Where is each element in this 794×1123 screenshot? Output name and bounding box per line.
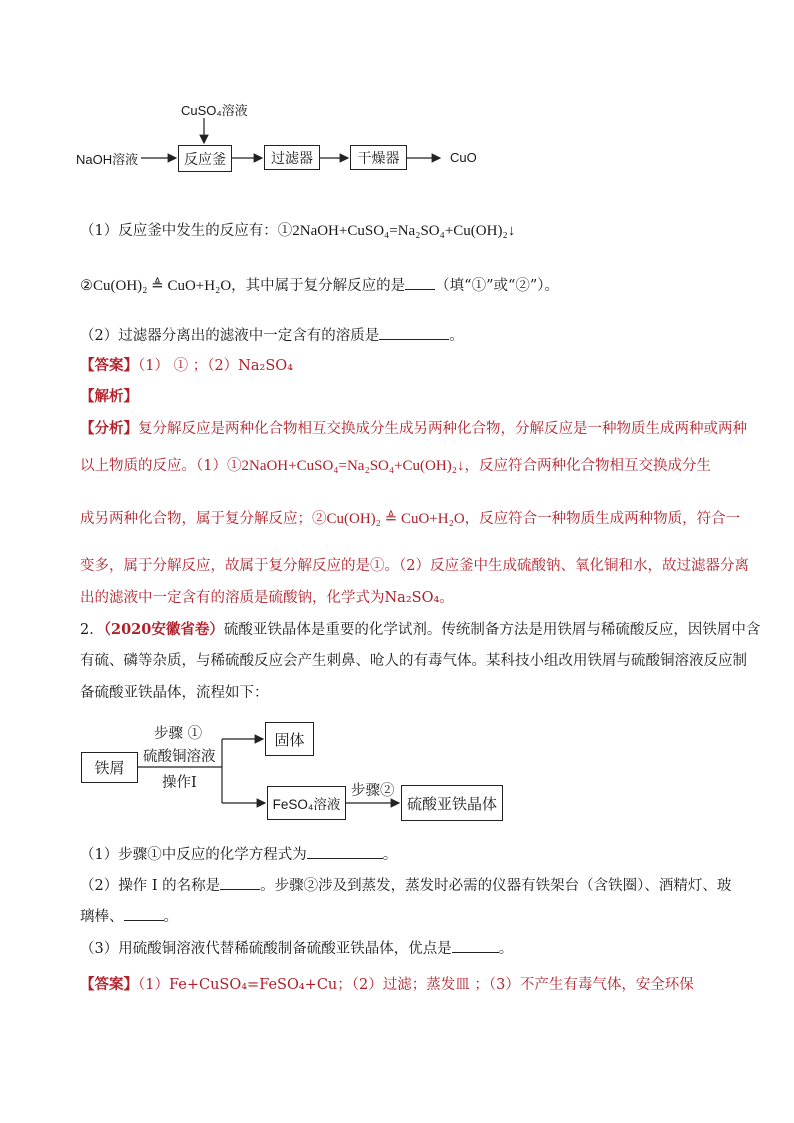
q1-blank-1[interactable] — [405, 275, 435, 290]
q2-sub2 — [80, 875, 731, 896]
q1-line3-text-a: （2）过滤器分离出的滤液中一定含有的溶质是 — [80, 328, 380, 344]
q2-sub2-text-c: 璃棒、 — [80, 909, 124, 925]
flow2-box-solution: FeSO₄溶液 — [267, 786, 346, 820]
flow2-op-label: 操作I — [162, 775, 197, 791]
flow2-box-solid: 固体 — [265, 722, 314, 756]
q2-answer — [80, 975, 694, 995]
q1-line1-prefix: （1）反应釜中发生的反应有：① — [80, 223, 293, 239]
q1-line3 — [80, 325, 464, 346]
q2-sub3-end: 。 — [498, 941, 514, 957]
q2-blank-3[interactable] — [124, 906, 164, 921]
q2-blank-4[interactable] — [452, 938, 499, 953]
q1-line2-prefix: ② — [80, 278, 93, 294]
q1-fenxi-label: 【分析】 — [80, 420, 138, 437]
flow2-reagent-label: 硫酸铜溶液 — [143, 749, 216, 765]
q2-sub1 — [80, 844, 397, 865]
q1-line3-text-b: 。 — [449, 328, 464, 344]
q1-line2-text-b: （填“①”或“②”）。 — [435, 278, 560, 294]
q1-answer-text: （1） ① ；（2）Na₂SO₄ — [138, 358, 293, 374]
flow1-box-filter: 过滤器 — [264, 145, 320, 170]
q1-analysis-line5: 出的滤液中一定含有的溶质是硫酸钠，化学式为Na₂SO₄。 — [80, 590, 454, 606]
q1-answer — [80, 356, 293, 376]
q1-analysis-line1 — [80, 419, 747, 439]
q1-analysis-text2a: 以上物质的反应。（1）① — [80, 458, 242, 474]
flow2-step2-label: 步骤② — [351, 783, 395, 799]
flow1-cuso4-label: CuSO₄溶液 — [181, 103, 248, 118]
q2-sub1-text: （1）步骤①中反应的化学方程式为 — [80, 847, 307, 863]
q1-eq2: Cu(OH)₂ ≜ CuO+H₂O — [93, 278, 232, 294]
q2-sub3-text: （3）用硫酸铜溶液代替稀硫酸制备硫酸亚铁晶体，优点是 — [80, 941, 452, 957]
q2-line2: 有硫、磷等杂质，与稀硫酸反应会产生刺鼻、呛人的有毒气体。某科技小组改用铁屑与硫酸铜溶液反应制 — [80, 653, 747, 669]
q1-analysis-eq2: Cu(OH)₂ ≜ CuO+H₂O — [326, 511, 465, 527]
q1-analysis-line2 — [80, 456, 711, 476]
q2-sub2-cont — [80, 906, 178, 927]
flow2-step1-label: 步骤 ① — [154, 726, 203, 742]
q2-line1 — [80, 620, 760, 640]
flow2-box-product: 硫酸亚铁晶体 — [401, 785, 503, 821]
q2-sub2-text-a: （2）操作 I 的名称是 — [80, 878, 221, 894]
q2-sub2-text-b: 。步骤②涉及到蒸发，蒸发时必需的仪器有铁架台（含铁圈）、酒精灯、玻 — [260, 878, 732, 894]
q2-text1: 硫酸亚铁晶体是重要的化学试剂。传统制备方法是用铁屑与稀硫酸反应，因铁屑中含 — [223, 622, 761, 638]
q2-line3: 备硫酸亚铁晶体，流程如下： — [80, 685, 269, 701]
q1-analysis-text1: 复分解反应是两种化合物相互交换成分生成另两种化合物，分解反应是一种物质生成两种或两种 — [138, 421, 747, 437]
q2-blank-2[interactable] — [220, 875, 260, 890]
flow1-naoh-label: NaOH溶液 — [76, 152, 139, 167]
q1-eq1: 2NaOH+CuSO₄=Na₂SO₄+Cu(OH)₂↓ — [292, 223, 516, 239]
flow1-box-dryer: 干燥器 — [350, 145, 407, 170]
q2-number: 2． — [80, 622, 104, 638]
q1-analysis-text3b: ，反应符合一种物质生成两种物质，符合一 — [464, 511, 741, 527]
q2-sub3 — [80, 938, 513, 959]
q1-answer-label: 【答案】 — [80, 357, 138, 374]
q1-analysis-line4: 变多，属于分解反应，故属于复分解反应的是①。（2）反应釜中生成硫酸钠、氧化铜和水，故过滤器分离 — [80, 558, 749, 574]
flow2-box-start: 铁屑 — [81, 752, 138, 783]
q2-answer-text: （1）Fe+CuSO₄=FeSO₄+Cu；（2）过滤；蒸发皿 ；（3）不产生有毒气体，安全环保 — [138, 977, 694, 993]
q1-line1 — [80, 221, 515, 241]
q2-answer-label: 【答案】 — [80, 976, 138, 993]
q1-blank-2[interactable] — [379, 325, 449, 340]
q2-sub1-end: 。 — [382, 847, 398, 863]
q2-source: （2020安徽省卷） — [103, 621, 224, 638]
q1-line2-text-a: ，其中属于复分解反应的是 — [231, 278, 406, 294]
q2-sub2-text-d: 。 — [163, 909, 178, 925]
q1-analysis-text2b: ，反应符合两种化合物相互交换成分生 — [464, 458, 711, 474]
flow1-box-reactor: 反应釜 — [178, 145, 232, 172]
flow1-cuo-label: CuO — [450, 150, 477, 165]
q1-analysis-label: 【解析】 — [80, 388, 138, 405]
q1-analysis-text3a: 成另两种化合物，属于复分解反应；② — [80, 511, 327, 527]
q1-analysis-line3 — [80, 509, 740, 529]
q1-line2 — [80, 275, 559, 296]
q2-blank-1[interactable] — [307, 844, 383, 859]
q1-analysis-eq1: 2NaOH+CuSO₄=Na₂SO₄+Cu(OH)₂↓ — [241, 458, 465, 474]
